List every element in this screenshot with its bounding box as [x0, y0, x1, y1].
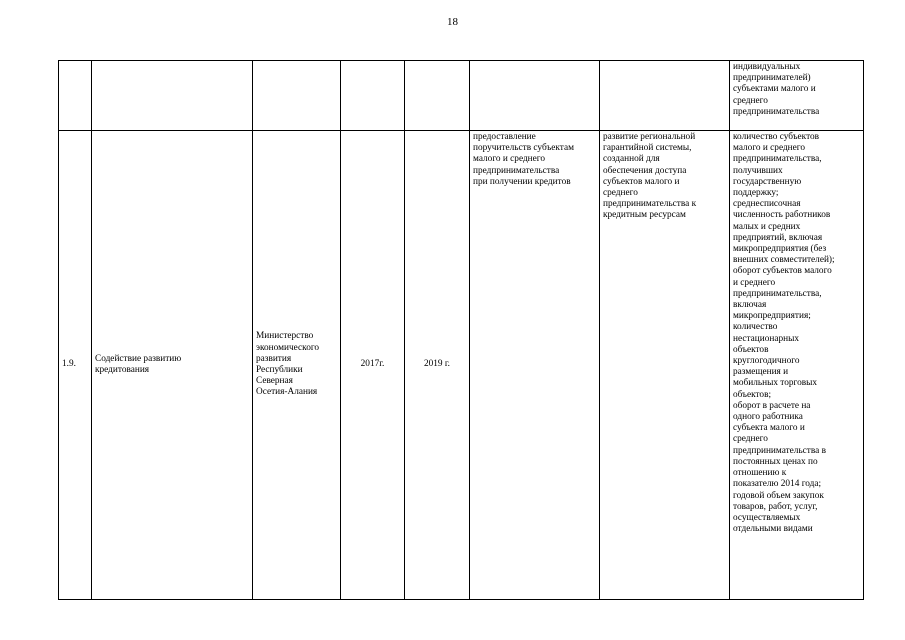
- cell-start-year: 2017г.: [341, 131, 405, 600]
- page-number: 18: [447, 16, 458, 28]
- cell-end-year: 2019 г.: [405, 131, 470, 600]
- cell-activity-name: [92, 61, 253, 131]
- cell-expected-result: развитие региональной гарантийной системы, созданной для обеспечения доступа субъектов малого и среднего предпринимательства к кредитным ресурсам: [600, 131, 730, 600]
- table-row-continuation: [59, 61, 864, 131]
- cell-executor: [253, 61, 341, 131]
- cell-number: 1.9.: [59, 131, 92, 600]
- table-row-1-9: [59, 131, 864, 600]
- cell-mechanism: [470, 61, 600, 131]
- cell-mechanism: предоставление поручительств субъектам малого и среднего предпринимательства при получении кредитов: [470, 131, 600, 600]
- cell-activity-name: Содействие развитию кредитования: [92, 131, 253, 600]
- cell-executor: Министерство экономического развития Республики Северная Осетия-Алания: [253, 131, 341, 600]
- cell-start-year: [341, 61, 405, 131]
- cell-number: [59, 61, 92, 131]
- cell-indicators: индивидуальных предпринимателей) субъектами малого и среднего предпринимательства: [730, 61, 864, 131]
- cell-indicators: количество субъектов малого и среднего предпринимательства, получивших государственную поддержку; среднесписочная численность работников малых и средних предприятий, включая микропредприятия (без внешних совместителей); оборот субъектов малого и среднего предпринимательства, включая микропредприятия; количество нестационарных объектов круглогодичного размещения и мобильных торговых объектов; оборот в расчете на одного работника субъекта малого и среднего предпринимательства в постоянных ценах по отношению к показателю 2014 года; годовой объем закупок товаров, работ, услуг, осуществляемых отдельными видами: [730, 131, 864, 600]
- cell-expected-result: [600, 61, 730, 131]
- cell-end-year: [405, 61, 470, 131]
- program-table: [58, 60, 864, 600]
